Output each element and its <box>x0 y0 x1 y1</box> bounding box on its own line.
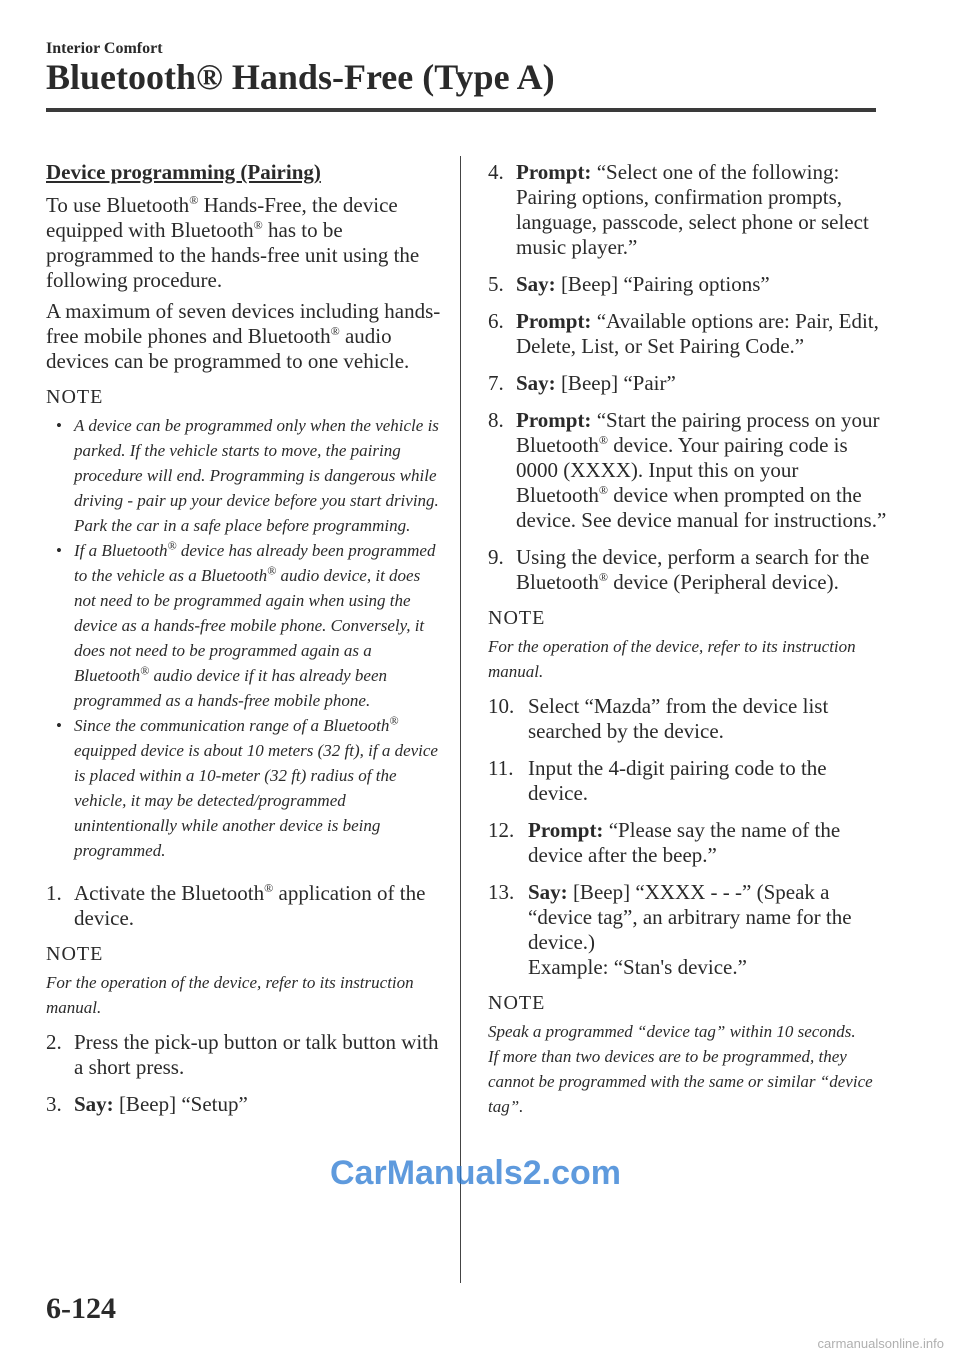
note-label: NOTE <box>46 386 104 408</box>
note-text-device-tag: Speak a programmed “device tag” within 10 seconds. <box>488 1022 856 1041</box>
site-watermark: carmanualsonline.info <box>817 1336 944 1351</box>
page-title: Bluetooth® Hands-Free (Type A) <box>46 57 555 97</box>
step-10: 10. Select “Mazda” from the device list searched by the device. <box>488 694 829 743</box>
note-label: NOTE <box>488 992 546 1014</box>
note-bullet-already-programmed: • If a Bluetooth® device has already been programmed to the vehicle as a Bluetooth® audio device, it does not need to be programmed again when using the device as a hands-free mobile phone. Conversely, it does not need to be programmed again as a Bluetooth® audio device if it has already been programmed as a hands-free mobile phone. <box>46 538 442 713</box>
page-number: 6-124 <box>46 1292 116 1325</box>
left-column <box>46 160 442 1129</box>
note-label: NOTE <box>488 607 546 629</box>
step-1: 1. Activate the Bluetooth® application of the device. <box>46 881 426 930</box>
header-rule <box>46 108 876 112</box>
subheading-pairing: Device programming (Pairing) <box>46 160 321 184</box>
note-text-operation: For the operation of the device, refer to its instruction manual. <box>488 637 856 681</box>
note-bullet-range: • Since the communication range of a Bluetooth® equipped device is about 10 meters (32 ft), if a device is placed within a 10-meter (32 ft) radius of the vehicle, it may be detected/programmed unintentionally while another device is being programmed. <box>46 713 442 863</box>
step-12: 12. Prompt: “Please say the name of the device after the beep.” <box>488 818 841 867</box>
right-column <box>488 160 888 1129</box>
step-6: 6. Prompt: “Available options are: Pair, Edit, Delete, List, or Set Pairing Code.” <box>488 309 879 358</box>
watermark-text: CarManuals2.com <box>330 1154 621 1192</box>
step-11: 11. Input the 4-digit pairing code to the device. <box>488 756 827 805</box>
note-text-operation: For the operation of the device, refer to its instruction manual. <box>46 973 414 1017</box>
step-3: 3. Say: [Beep] “Setup” <box>46 1092 248 1116</box>
intro-paragraph-1: To use Bluetooth® Hands-Free, the device equipped with Bluetooth® has to be programmed to the hands-free unit using the following procedure. <box>46 193 420 292</box>
step-9: 9. Using the device, perform a search for the Bluetooth® device (Peripheral device). <box>488 545 870 594</box>
note-bullet-parked: • A device can be programmed only when the vehicle is parked. If the vehicle starts to move, the pairing procedure will end. Programming is dangerous while driving - pair up your device before you start driving. Park the car in a safe place before programming. <box>46 413 442 538</box>
note-text-similar-tags: If more than two devices are to be programmed, they cannot be programmed with the same or similar “device tag”. <box>488 1047 873 1116</box>
step-7: 7. Say: [Beep] “Pair” <box>488 371 676 395</box>
note-label: NOTE <box>46 943 104 965</box>
step-4: 4. Prompt: “Select one of the following: Pairing options, confirmation prompts, language, passcode, select phone or select music player.” <box>488 160 869 259</box>
step-2: 2. Press the pick-up button or talk button with a short press. <box>46 1030 439 1079</box>
step-8: 8. Prompt: “Start the pairing process on your Bluetooth® device. Your pairing code is 0000 (XXXX). Input this on your Bluetooth® device when prompted on the device. See device manual for instructions.” <box>488 408 887 532</box>
intro-paragraph-2: A maximum of seven devices including hands-free mobile phones and Bluetooth® audio devices can be programmed to one vehicle. <box>46 299 441 373</box>
step-5: 5. Say: [Beep] “Pairing options” <box>488 272 770 296</box>
section-label: Interior Comfort <box>46 40 163 57</box>
column-divider <box>460 156 461 1283</box>
step-13: 13. Say: [Beep] “XXXX - - -” (Speak a “device tag”, an arbitrary name for the device.) Example: “Stan's device.” <box>488 880 852 979</box>
